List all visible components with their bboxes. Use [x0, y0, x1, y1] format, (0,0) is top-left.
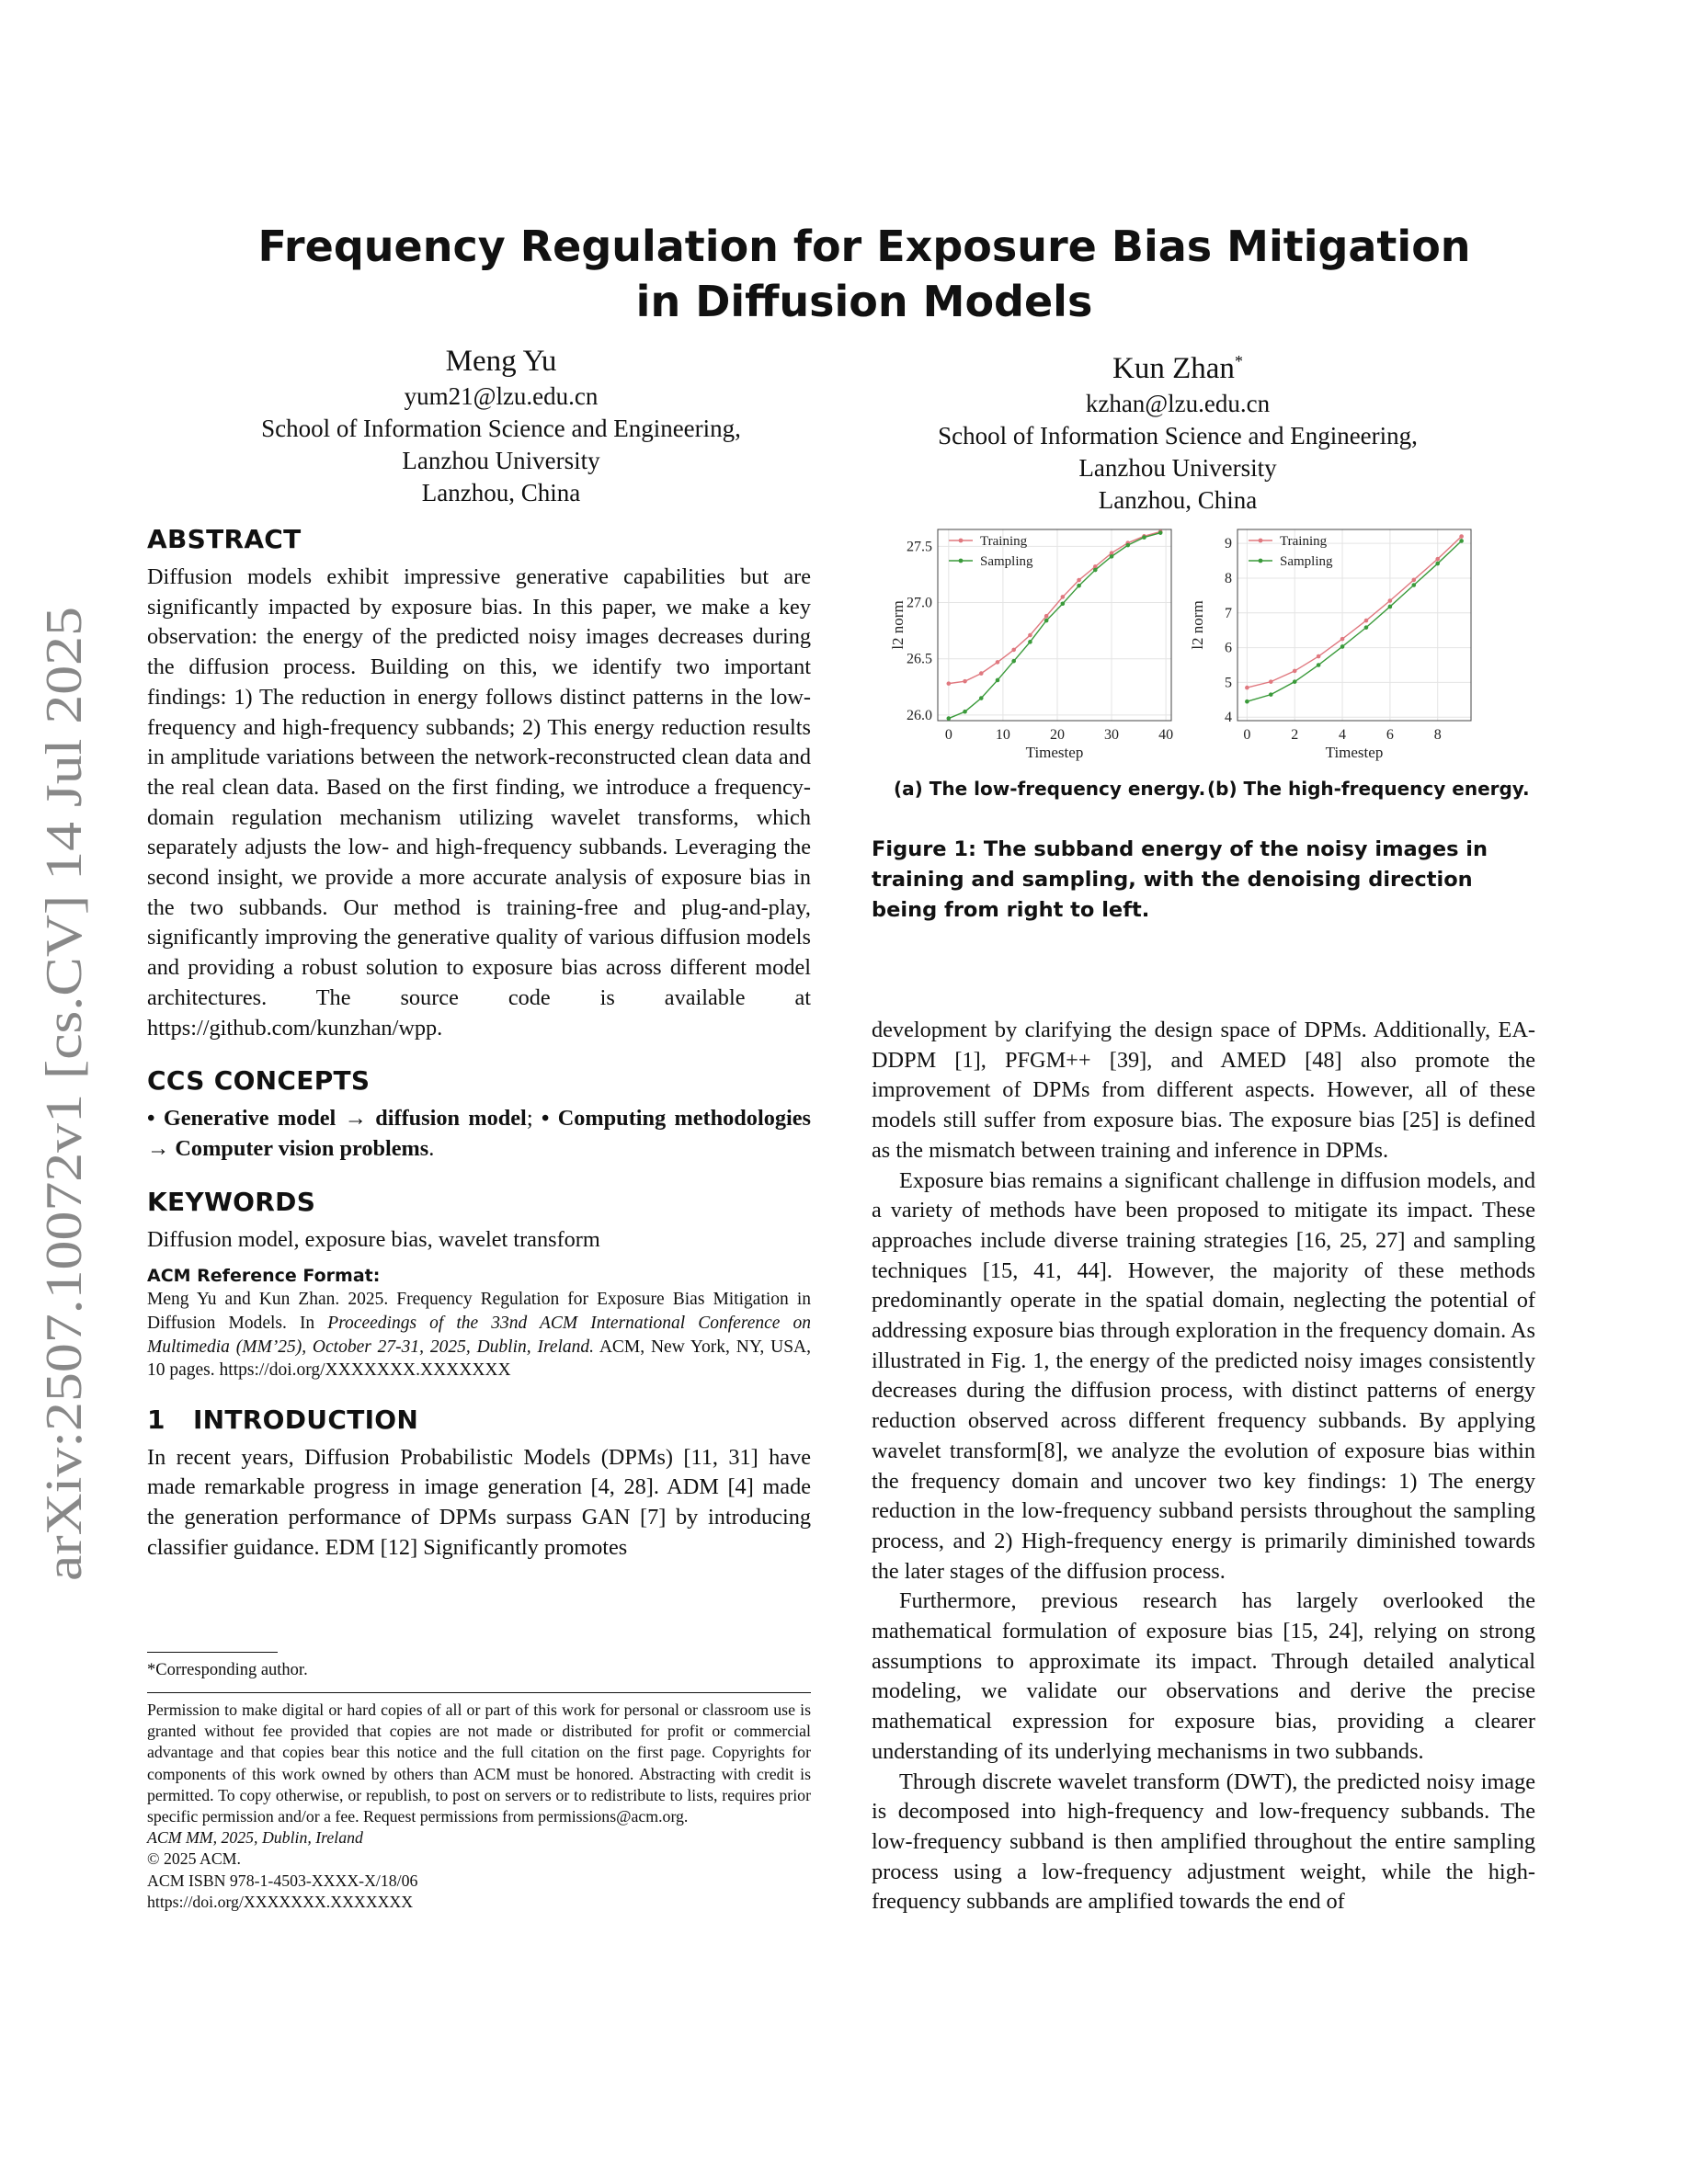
- permission-text: Permission to make digital or hard copies of all or part of this work for personal or classroom use is granted without fee provided that copies are not made or distributed for profit or commercial advantage and that copies bear this notice and the full citation on the first page. Copyrights for components of this work owned by others than ACM must be honored. Abstracting with credit is permitted. To copy otherwise, or republish, to post on servers or to redistribute to lists, requires prior specific permission and/or a fee. Request permissions from permissions@acm.org.: [147, 1701, 811, 1826]
- permission-block: [147, 1700, 811, 1913]
- author-block-2: [842, 342, 1513, 517]
- data-point: [1340, 644, 1345, 649]
- y-tick-label: 6: [1225, 640, 1232, 656]
- x-tick-label: 4: [1339, 727, 1347, 743]
- x-tick-label: 20: [1049, 727, 1065, 743]
- author-city: Lanzhou, China: [1098, 486, 1258, 514]
- right-column: [872, 1016, 1535, 1917]
- data-point: [1459, 534, 1464, 539]
- corresponding-footnote: *Corresponding author.: [147, 1661, 308, 1679]
- keywords-text: Diffusion model, exposure bias, wavelet transform: [147, 1226, 600, 1252]
- author-email: yum21@lzu.edu.cn: [404, 382, 599, 410]
- permission-isbn: ACM ISBN 978-1-4503-XXXX-X/18/06: [147, 1871, 418, 1890]
- abstract-text: Diffusion models exhibit impressive generative capabilities but are significantly impacted by exposure bias. In this paper, we make a key observation: the energy of the predicted noisy images decreases during the diffusion process. Building on this, we identify two important findings: 1) The reduction in energy follows distinct patterns in the low-frequency and high-frequency subbands; 2) This energy reduction results in amplitude variations between the network-reconstructed clean data and the real clean data. Based on the first finding, we introduce a frequency-domain regulation mechanism utilizing wavelet transforms, which separately adjusts the low- and high-frequency subbands. Leveraging the second insight, we provide a more accurate analysis of exposure bias in the two subbands. Our method is training-free and plug-and-play, significantly improving the generative quality of various diffusion models and providing a robust solution to exposure bias across different model architectures. The source code is available at https://github.com/kunzhan/wpp.: [147, 564, 811, 1041]
- x-axis-label: Timestep: [1325, 744, 1384, 761]
- author-univ: Lanzhou University: [402, 447, 600, 474]
- data-point: [1411, 578, 1416, 583]
- data-point: [1245, 700, 1249, 704]
- author-name: Meng Yu: [445, 345, 557, 378]
- intro-paragraph-2: Exposure bias remains a significant challenge in diffusion models, and a variety of methods have been proposed to mitigate its impact. These approaches include diverse training strategies [16, 25, 27] and sampling techniques [15, 41, 44]. However, the majority of these methods predominantly operate in the spatial domain, neglecting the potential of addressing exposure bias through exploration in the frequency domain. As illustrated in Fig. 1, the energy of the predicted noisy images consistently decreases during the diffusion process, with distinct patterns of energy reduction observed across different frequency subbands. By applying wavelet transform[8], we analyze the evolution of exposure bias within the frequency domain and uncover two key findings: 1) The energy reduction in the low-frequency subband persists throughout the sampling process, and 2) High-frequency energy is primarily diminished towards the later stages of the diffusion process.: [872, 1167, 1535, 1584]
- data-point: [1044, 614, 1049, 619]
- legend-marker: [1259, 559, 1263, 563]
- intro-heading: 1 INTRODUCTION: [147, 1404, 419, 1435]
- legend-marker: [959, 539, 964, 543]
- data-point: [979, 696, 984, 700]
- x-tick-label: 40: [1158, 727, 1174, 743]
- x-tick-label: 10: [995, 727, 1010, 743]
- data-point: [1411, 583, 1416, 587]
- x-tick-label: 0: [1243, 727, 1251, 743]
- data-point: [963, 679, 967, 684]
- ccs-text: • Generative model → diffusion model; • Computing methodologies → Computer vision problems.: [147, 1106, 811, 1161]
- y-axis-label: l2 norm: [889, 600, 907, 650]
- intro-paragraph-3: Furthermore, previous research has largely overlooked the mathematical formulation of exposure bias [15, 24], relying on strong assumptions to approximate its impact. Through detailed analytical modeling, we validate our observations and derive the precise mathematical expression for exposure bias, providing a clearer understanding of its underlying mechanisms in two subbands.: [872, 1588, 1535, 1764]
- author-univ: Lanzhou University: [1078, 454, 1277, 482]
- acm-ref-text: Meng Yu and Kun Zhan. 2025. Frequency Regulation for Exposure Bias Mitigation in Diffusion Models. In Proceedings of the 33nd ACM International Conference on Multimedia (MM’25), October 27-31, 2025, Dublin, Ireland. ACM, New York, NY, USA, 10 pages. https://doi.org/XXXXXXX.XXXXXXX: [147, 1290, 811, 1381]
- data-point: [963, 710, 967, 714]
- data-point: [1110, 554, 1114, 559]
- left-column: [147, 522, 811, 1564]
- intro-paragraph-1: development by clarifying the design space of DPMs. Additionally, EA-DDPM [1], PFGM++ [39], and AMED [48] also promote the improvement of DPMs from different aspects. However, all of these models still suffer from exposure bias. The exposure bias [25] is defined as the mismatch between training and inference in DPMs.: [872, 1018, 1535, 1163]
- y-tick-label: 7: [1225, 605, 1232, 621]
- x-axis-label: Timestep: [1025, 744, 1084, 761]
- y-tick-label: 8: [1225, 570, 1232, 586]
- author-dept: School of Information Science and Engineering,: [261, 415, 741, 442]
- data-point: [1245, 686, 1249, 690]
- corresponding-mark: *: [1234, 352, 1243, 370]
- data-point: [1044, 619, 1049, 623]
- data-point: [1093, 568, 1098, 573]
- ccs-heading: CCS CONCEPTS: [147, 1065, 371, 1097]
- data-point: [1011, 659, 1016, 664]
- legend-label: Sampling: [980, 554, 1033, 569]
- legend-marker: [1259, 539, 1263, 543]
- figure-caption: Figure 1: The subband energy of the noisy images in training and sampling, with the denoising direction being from right to left.: [872, 837, 1488, 922]
- author-block-1: [165, 342, 837, 509]
- data-point: [1293, 669, 1297, 674]
- y-tick-label: 27.5: [907, 539, 932, 555]
- legend-label: Training: [1280, 534, 1328, 549]
- y-tick-label: 26.5: [907, 651, 932, 667]
- data-point: [1293, 679, 1297, 684]
- data-point: [1028, 640, 1032, 644]
- footnote-rule: [147, 1652, 278, 1653]
- data-point: [1077, 584, 1081, 588]
- data-point: [1028, 633, 1032, 638]
- data-point: [1364, 619, 1369, 623]
- data-point: [1317, 663, 1321, 667]
- data-point: [1269, 692, 1273, 697]
- data-point: [1061, 601, 1066, 606]
- x-tick-label: 6: [1386, 727, 1394, 743]
- x-tick-label: 30: [1104, 727, 1120, 743]
- data-point: [1388, 605, 1393, 609]
- subcaption-b: (b) The high-frequency energy.: [1207, 778, 1530, 800]
- data-point: [979, 671, 984, 676]
- y-tick-label: 27.0: [907, 595, 932, 611]
- data-point: [1340, 637, 1345, 642]
- intro-paragraph-4: Through discrete wavelet transform (DWT), the predicted noisy image is decomposed into high-frequency and low-frequency subbands. The low-frequency subband is then amplified throughout the entire sampling process using a low-frequency adjustment weight, while the high-frequency subbands are amplified towards the end of: [872, 1769, 1535, 1915]
- paper-title: [147, 219, 1581, 329]
- legend-marker: [959, 559, 964, 563]
- data-point: [1435, 557, 1440, 562]
- data-point: [996, 678, 1000, 683]
- y-tick-label: 26.0: [907, 707, 932, 723]
- data-point: [1317, 654, 1321, 659]
- data-point: [947, 681, 952, 686]
- subcaption-a: (a) The low-frequency energy.: [894, 778, 1206, 800]
- abstract-heading: ABSTRACT: [147, 524, 302, 554]
- title-line-1: Frequency Regulation for Exposure Bias Mitigation: [257, 222, 1471, 271]
- legend-label: Training: [980, 534, 1028, 549]
- chart-low-frequency: [881, 517, 1184, 765]
- data-point: [1011, 648, 1016, 653]
- author-city: Lanzhou, China: [421, 479, 581, 506]
- intro-paragraph-left: In recent years, Diffusion Probabilistic Models (DPMs) [11, 31] have made remarkable progress in image generation [4, 28]. ADM [4] made the generation performance of DPMs surpass GAN [7] by introducing classifier guidance. EDM [12] Significantly promotes: [147, 1444, 811, 1560]
- permission-copyright: © 2025 ACM.: [147, 1849, 241, 1869]
- x-tick-label: 8: [1433, 727, 1442, 743]
- title-line-2: in Diffusion Models: [635, 277, 1093, 326]
- x-tick-label: 2: [1291, 727, 1299, 743]
- y-tick-label: 4: [1225, 710, 1232, 726]
- data-point: [1364, 625, 1369, 630]
- data-point: [1061, 595, 1066, 599]
- acm-ref-heading: ACM Reference Format:: [147, 1266, 381, 1287]
- data-point: [947, 716, 952, 721]
- plot-area: [938, 529, 1171, 721]
- permission-doi: https://doi.org/XXXXXXX.XXXXXXX: [147, 1892, 414, 1911]
- data-point: [1459, 539, 1464, 543]
- y-tick-label: 5: [1225, 675, 1232, 691]
- data-point: [1269, 679, 1273, 684]
- data-point: [1388, 598, 1393, 603]
- chart-high-frequency: [1180, 517, 1484, 765]
- legend-label: Sampling: [1280, 554, 1333, 569]
- permission-venue: ACM MM, 2025, Dublin, Ireland: [147, 1828, 363, 1848]
- author-name: Kun Zhan*: [1112, 352, 1243, 385]
- author-dept: School of Information Science and Engineering,: [938, 422, 1418, 449]
- data-point: [1125, 543, 1130, 548]
- data-point: [1435, 562, 1440, 566]
- keywords-heading: KEYWORDS: [147, 1186, 316, 1217]
- author-email: kzhan@lzu.edu.cn: [1085, 390, 1271, 417]
- y-axis-label: l2 norm: [1189, 600, 1206, 650]
- y-tick-label: 9: [1225, 536, 1232, 552]
- data-point: [1158, 530, 1163, 535]
- x-tick-label: 0: [944, 727, 952, 743]
- permission-rule: [147, 1692, 811, 1693]
- arxiv-side-label: [28, 607, 101, 1581]
- data-point: [1142, 535, 1146, 540]
- data-point: [996, 660, 1000, 665]
- arxiv-side-text: arXiv:2507.10072v1 [cs.CV] 14 Jul 2025: [36, 725, 93, 1581]
- data-point: [1077, 578, 1081, 583]
